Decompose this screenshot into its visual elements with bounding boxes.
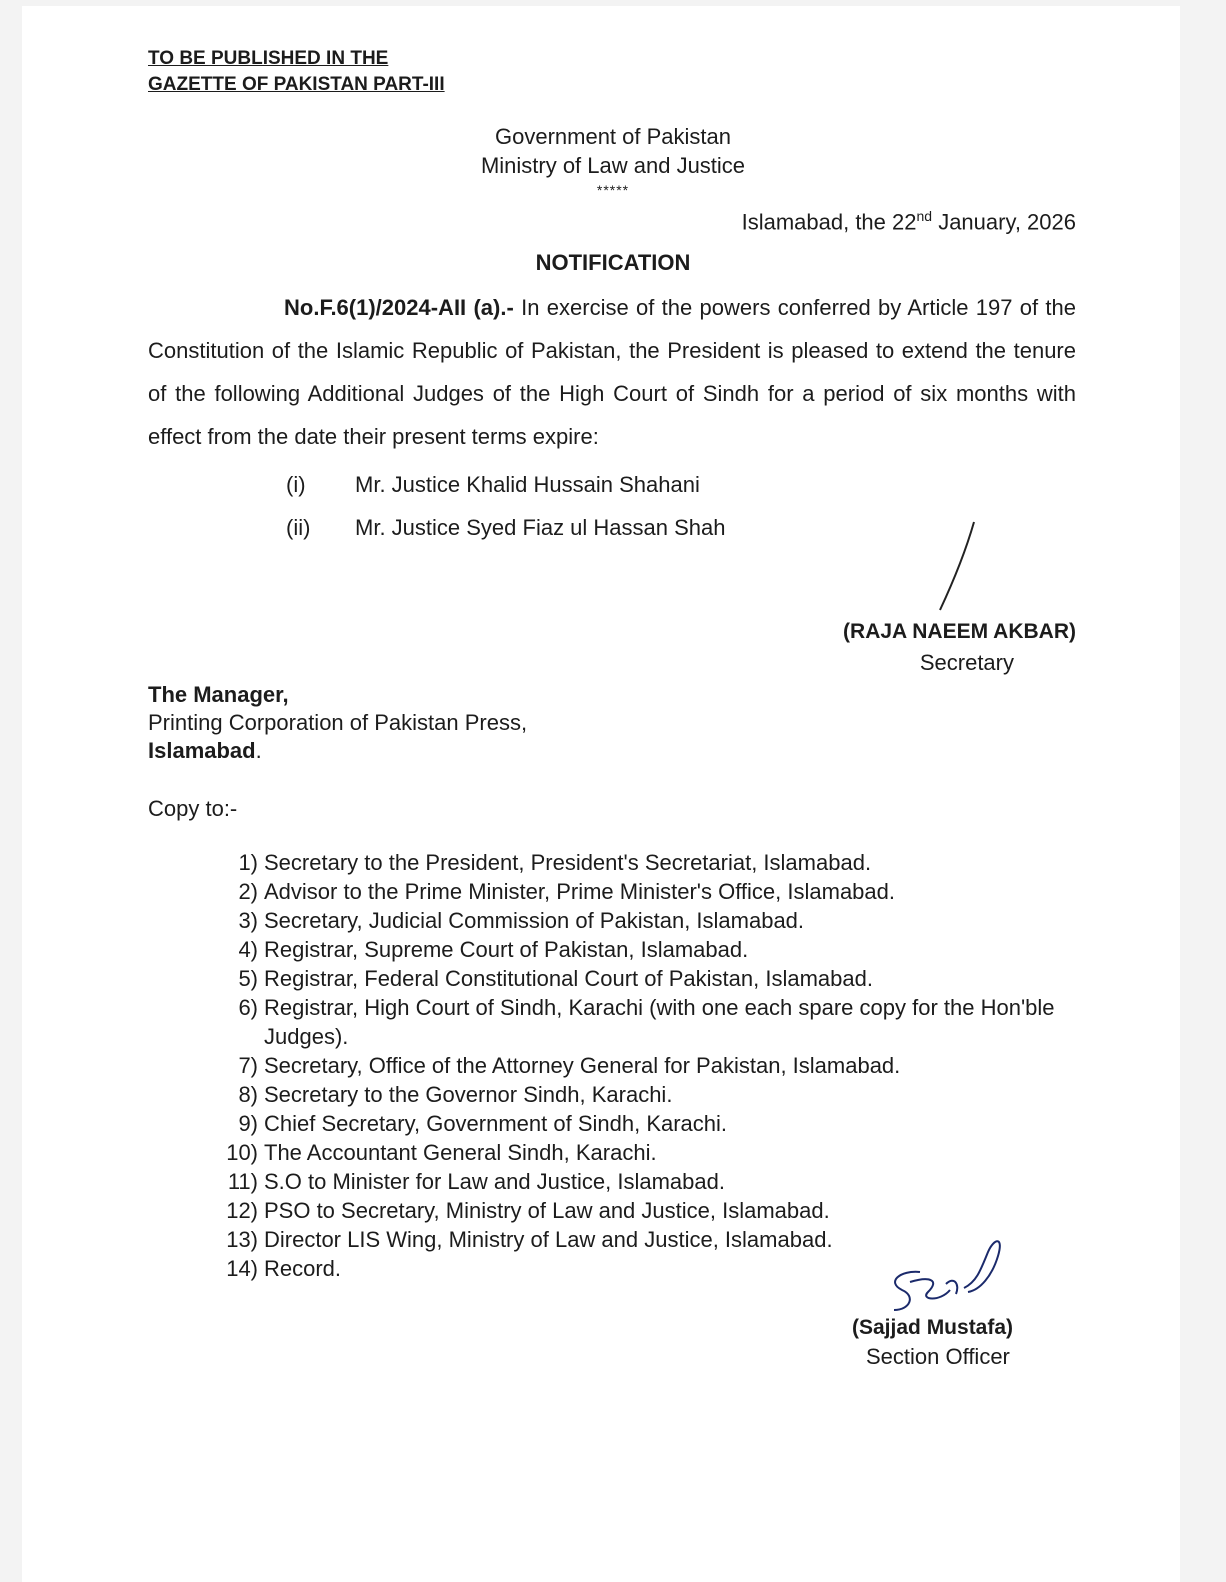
list-text: Registrar, Supreme Court of Pakistan, Islamabad. [264,937,749,962]
list-number: 14) [226,1256,258,1281]
list-number: 4) [238,937,258,962]
list-item [212,1196,1092,1225]
notification-body [148,286,1076,458]
list-item [212,993,1092,1051]
list-text: Registrar, High Court of Sindh, Karachi (with one each spare copy for the Hon'ble Judges). [264,995,1055,1049]
notification-text: In exercise of the powers conferred by Article 197 of the Constitution of the Islamic Republic of Pakistan, the President is pleased to extend the tenure of the following Additional Judges of the High Court of Sindh for a period of six months with effect from the date their present terms expire: [148,295,1077,449]
list-text: Director LIS Wing, Ministry of Law and Justice, Islamabad. [264,1227,833,1252]
ministry-heading: Ministry of Law and Justice [480,153,746,178]
list-text: S.O to Minister for Law and Justice, Islamabad. [264,1169,725,1194]
list-item [212,1138,1092,1167]
section-officer-name: (Sajjad Mustafa) [852,1316,1014,1339]
list-item [212,848,1092,877]
list-item [212,906,1092,935]
addressee-line-3: Islamabad. [148,738,262,763]
addressee-line-1: The Manager, [148,682,289,707]
list-text: Advisor to the Prime Minister, Prime Minister's Office, Islamabad. [264,879,895,904]
secretary-name: (RAJA NAEEM AKBAR) [843,620,1076,643]
list-text: Chief Secretary, Government of Sindh, Karachi. [264,1111,728,1136]
list-text: Secretary, Judicial Commission of Pakistan, Islamabad. [264,908,805,933]
dateline-ordinal: nd [916,208,933,224]
list-text: Registrar, Federal Constitutional Court of Pakistan, Islamabad. [264,966,873,991]
list-text: PSO to Secretary, Ministry of Law and Justice, Islamabad. [264,1198,830,1223]
list-item [212,964,1092,993]
gazette-line-2: GAZETTE OF PAKISTAN PART-III [148,74,445,95]
list-number: 11) [227,1169,258,1194]
list-number: 2) [238,879,258,904]
section-officer-signature [880,1232,1010,1328]
copy-to-label: Copy to:- [148,796,238,821]
judge-number: (i) [286,472,306,497]
list-number: 12) [226,1198,258,1223]
list-item [212,877,1092,906]
dateline-rest: January, 2026 [932,209,1076,235]
list-text: Record. [264,1256,342,1281]
notification-number: No.F.6(1)/2024-AII (a).- [284,295,514,320]
list-text: Secretary to the President, President's Secretariat, Islamabad. [264,850,872,875]
list-item [212,1167,1092,1196]
list-number: 10) [226,1140,258,1165]
gazette-line-1: TO BE PUBLISHED IN THE [148,48,389,69]
list-item [212,1109,1092,1138]
addressee-city: Islamabad [148,738,256,763]
list-text: The Accountant General Sindh, Karachi. [264,1140,657,1165]
list-number: 5) [238,966,258,991]
list-item [212,935,1092,964]
government-heading: Government of Pakistan [494,124,731,149]
secretary-title: Secretary [919,650,1014,675]
judge-name: Mr. Justice Khalid Hussain Shahani [355,472,700,497]
list-number: 9) [238,1111,258,1136]
list-number: 3) [238,908,258,933]
dateline [742,208,1076,235]
list-item [212,1051,1092,1080]
notification-title: NOTIFICATION [535,250,691,275]
section-officer-title: Section Officer [866,1344,1010,1369]
secretary-signature [936,520,976,612]
list-number: 1) [238,850,258,875]
list-text: Secretary to the Governor Sindh, Karachi. [264,1082,673,1107]
judge-name: Mr. Justice Syed Fiaz ul Hassan Shah [355,515,726,540]
list-number: 8) [238,1082,258,1107]
list-item [212,1080,1092,1109]
gazette-heading [148,46,445,98]
list-text: Secretary, Office of the Attorney General for Pakistan, Islamabad. [264,1053,901,1078]
dateline-prefix: Islamabad, the 22 [741,209,917,235]
list-number: 7) [238,1053,258,1078]
judge-number: (ii) [286,515,311,540]
list-number: 6) [238,995,258,1020]
list-number: 13) [226,1227,258,1252]
separator-stars: ***** [596,182,630,198]
addressee-line-2: Printing Corporation of Pakistan Press, [148,710,528,735]
copy-to-list [212,848,1092,1283]
